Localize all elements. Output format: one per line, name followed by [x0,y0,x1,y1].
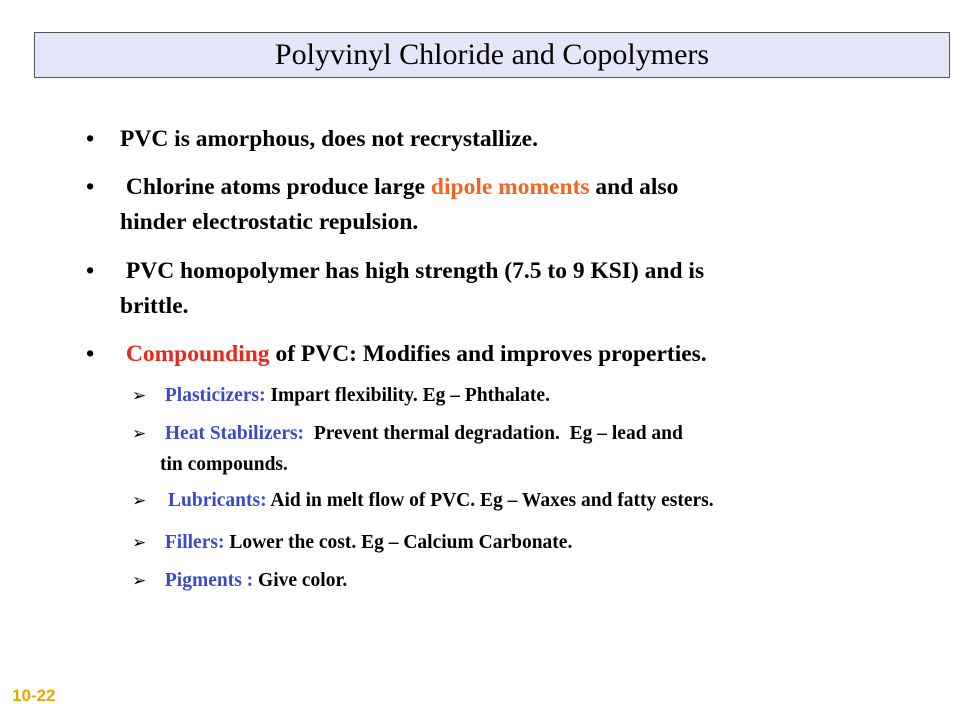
sub-label: Plasticizers: [160,385,266,406]
sub-text [160,566,930,596]
arrow-bullet-icon: ➢ [132,533,147,553]
sub-label: Fillers: [160,532,225,553]
bullet-text-part: PVC homopolymer has high strength (7.5 to 9 KSI) and is [120,258,705,284]
sub-desc: Aid in melt flow of PVC. Eg – Waxes and fatty esters. [266,490,714,511]
arrow-bullet-icon: ➢ [132,491,147,511]
bullet-marker: • [86,126,95,152]
sub-text [160,528,930,558]
sub-label: Lubricants: [168,490,267,511]
bullet-text [120,170,938,240]
page-number: 10-22 [12,686,56,705]
sub-text [160,419,930,449]
sub-desc: tin compounds. [160,454,288,475]
sub-item-continuation [160,450,960,480]
sub-text [160,381,930,411]
highlight-term: dipole moments [430,174,590,200]
bullet-text [120,254,938,324]
sub-label: Pigments : [160,570,254,591]
bullet-marker: • [86,258,95,284]
sub-desc: Lower the cost. Eg – Calcium Carbonate. [224,532,573,553]
slide-title: Polyvinyl Chloride and Copolymers [274,38,710,71]
bullet-text: PVC is amorphous, does not recrystallize. [120,126,538,152]
bullet-marker: • [86,341,95,367]
arrow-bullet-icon: ➢ [132,386,147,406]
arrow-bullet-icon: ➢ [132,424,147,444]
sub-desc: Prevent thermal degradation. Eg – lead and [304,423,683,444]
arrow-bullet-icon: ➢ [132,571,147,591]
sub-desc: Give color. [253,570,348,591]
bullet-text-part: of PVC: Modifies and improves properties. [269,341,707,367]
sub-desc: Impart flexibility. Eg – Phthalate. [265,385,550,406]
bullet-text-part: hinder electrostatic repulsion. [120,209,419,235]
bullet-text-part: Chlorine atoms produce large [120,174,431,200]
bullet-text-part: and also [589,174,679,200]
bullet-text [120,337,938,372]
bullet-marker: • [86,174,95,200]
sub-label: Heat Stabilizers: [160,423,305,444]
highlight-term: Compounding [120,341,270,367]
sub-text [168,486,938,516]
bullet-text-part: brittle. [120,293,189,319]
